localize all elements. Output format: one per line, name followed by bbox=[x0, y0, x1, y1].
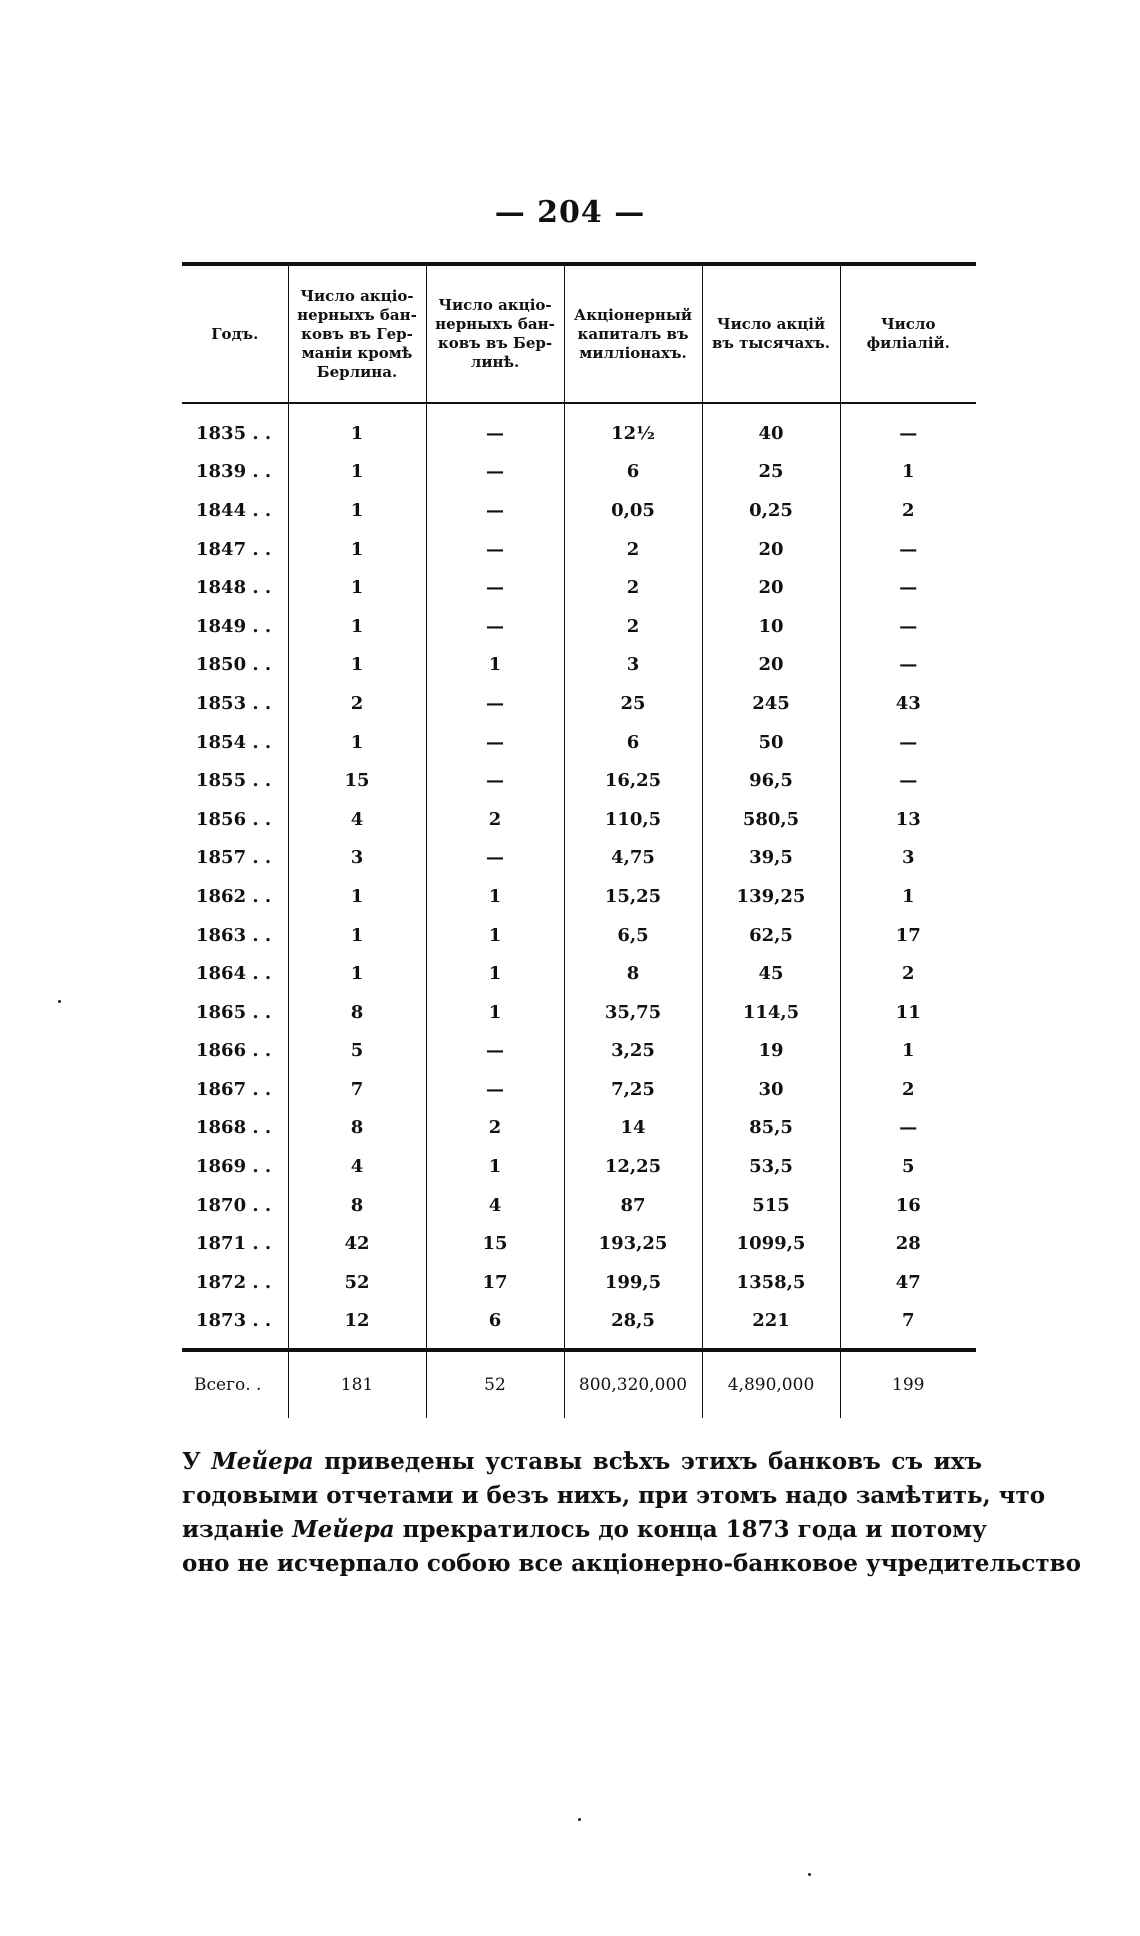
table-row bbox=[182, 491, 976, 530]
cell-share-capital: 6 bbox=[564, 453, 702, 492]
cell-banks-berlin: 1 bbox=[426, 954, 564, 993]
cell-branches: 7 bbox=[840, 1302, 976, 1351]
header-shares-thousands: Число акцій въ тысячахъ. bbox=[702, 266, 840, 403]
cell-branches: — bbox=[840, 530, 976, 569]
scan-speck bbox=[578, 1818, 581, 1821]
cell-shares: 0,25 bbox=[702, 491, 840, 530]
cell-shares: 139,25 bbox=[702, 877, 840, 916]
cell-shares: 10 bbox=[702, 607, 840, 646]
table-row bbox=[182, 916, 976, 955]
cell-branches: — bbox=[840, 761, 976, 800]
paragraph-text: годовыми отчетами и безъ нихъ, при этомъ надо замѣтить, что bbox=[182, 1482, 1046, 1509]
table-row bbox=[182, 993, 976, 1032]
cell-banks-berlin: 1 bbox=[426, 877, 564, 916]
cell-share-capital: 3 bbox=[564, 646, 702, 685]
table-row bbox=[182, 800, 976, 839]
cell-banks-berlin: — bbox=[426, 453, 564, 492]
cell-shares: 40 bbox=[702, 403, 840, 453]
table-row bbox=[182, 568, 976, 607]
cell-banks-germany: 8 bbox=[288, 1186, 426, 1225]
statistics-table bbox=[182, 266, 976, 1418]
cell-shares: 53,5 bbox=[702, 1147, 840, 1186]
cell-year: 1835 . . bbox=[196, 422, 272, 444]
cell-share-capital: 199,5 bbox=[564, 1263, 702, 1302]
cell-share-capital: 8 bbox=[564, 954, 702, 993]
total-banks-berlin: 52 bbox=[426, 1350, 564, 1418]
total-shares: 4,890,000 bbox=[702, 1350, 840, 1418]
scan-speck bbox=[58, 1000, 61, 1003]
cell-banks-germany: 1 bbox=[288, 607, 426, 646]
table-total-row bbox=[182, 1350, 976, 1418]
cell-share-capital: 193,25 bbox=[564, 1224, 702, 1263]
paragraph-text: оно не исчерпало собою все акціонерно-банковое учредительство bbox=[182, 1550, 1081, 1577]
cell-branches: — bbox=[840, 723, 976, 762]
cell-branches: 1 bbox=[840, 1032, 976, 1071]
cell-shares: 245 bbox=[702, 684, 840, 723]
paragraph-text: изданіе bbox=[182, 1516, 293, 1543]
cell-branches: — bbox=[840, 568, 976, 607]
cell-year: 1866 . . bbox=[196, 1040, 272, 1062]
cell-year: 1848 . . bbox=[196, 577, 272, 599]
cell-year: 1839 . . bbox=[196, 461, 272, 483]
cell-shares: 221 bbox=[702, 1302, 840, 1351]
cell-banks-germany: 7 bbox=[288, 1070, 426, 1109]
cell-share-capital: 6 bbox=[564, 723, 702, 762]
cell-share-capital: 16,25 bbox=[564, 761, 702, 800]
cell-shares: 85,5 bbox=[702, 1109, 840, 1148]
cell-banks-germany: 52 bbox=[288, 1263, 426, 1302]
cell-share-capital: 6,5 bbox=[564, 916, 702, 955]
cell-year: 1872 . . bbox=[196, 1271, 272, 1293]
cell-banks-berlin: — bbox=[426, 607, 564, 646]
cell-banks-berlin: — bbox=[426, 491, 564, 530]
cell-year: 1865 . . bbox=[196, 1001, 272, 1023]
table-row bbox=[182, 1070, 976, 1109]
cell-banks-germany: 1 bbox=[288, 916, 426, 955]
table-row bbox=[182, 877, 976, 916]
cell-banks-germany: 1 bbox=[288, 568, 426, 607]
paragraph-text: приведены уставы всѣхъ этихъ банковъ съ ихъ bbox=[313, 1448, 982, 1475]
table-header-row bbox=[182, 266, 976, 403]
cell-banks-germany: 4 bbox=[288, 1147, 426, 1186]
cell-banks-germany: 12 bbox=[288, 1302, 426, 1351]
cell-shares: 515 bbox=[702, 1186, 840, 1225]
cell-branches: 13 bbox=[840, 800, 976, 839]
paragraph-line bbox=[182, 1445, 982, 1479]
cell-banks-germany: 1 bbox=[288, 954, 426, 993]
cell-year: 1869 . . bbox=[196, 1156, 272, 1178]
table-row bbox=[182, 646, 976, 685]
table-row bbox=[182, 1302, 976, 1351]
cell-shares: 1099,5 bbox=[702, 1224, 840, 1263]
cell-banks-germany: 42 bbox=[288, 1224, 426, 1263]
cell-banks-berlin: — bbox=[426, 1070, 564, 1109]
cell-branches: — bbox=[840, 646, 976, 685]
paragraph-text: прекратилось до конца 1873 года и потому bbox=[394, 1516, 987, 1543]
cell-shares: 50 bbox=[702, 723, 840, 762]
cell-shares: 1358,5 bbox=[702, 1263, 840, 1302]
total-branches: 199 bbox=[840, 1350, 976, 1418]
header-share-capital: Акціонерный капиталъ въ милліонахъ. bbox=[564, 266, 702, 403]
cell-share-capital: 15,25 bbox=[564, 877, 702, 916]
paragraph-line bbox=[182, 1479, 1046, 1513]
table-row bbox=[182, 1109, 976, 1148]
paragraph-line bbox=[182, 1547, 1081, 1581]
cell-shares: 114,5 bbox=[702, 993, 840, 1032]
cell-banks-berlin: 1 bbox=[426, 646, 564, 685]
cell-year: 1870 . . bbox=[196, 1194, 272, 1216]
cell-banks-germany: 3 bbox=[288, 839, 426, 878]
cell-shares: 19 bbox=[702, 1032, 840, 1071]
paragraph-line bbox=[182, 1513, 987, 1547]
cell-year: 1853 . . bbox=[196, 692, 272, 714]
table-row bbox=[182, 453, 976, 492]
cell-banks-berlin: — bbox=[426, 684, 564, 723]
cell-share-capital: 0,05 bbox=[564, 491, 702, 530]
table-row bbox=[182, 1224, 976, 1263]
cell-shares: 25 bbox=[702, 453, 840, 492]
cell-banks-berlin: — bbox=[426, 568, 564, 607]
cell-banks-berlin: — bbox=[426, 839, 564, 878]
cell-branches: 11 bbox=[840, 993, 976, 1032]
table-row bbox=[182, 761, 976, 800]
cell-branches: 1 bbox=[840, 877, 976, 916]
cell-share-capital: 2 bbox=[564, 568, 702, 607]
cell-shares: 20 bbox=[702, 530, 840, 569]
cell-banks-berlin: 17 bbox=[426, 1263, 564, 1302]
cell-share-capital: 2 bbox=[564, 530, 702, 569]
cell-banks-berlin: — bbox=[426, 1032, 564, 1071]
cell-year: 1850 . . bbox=[196, 654, 272, 676]
cell-banks-germany: 1 bbox=[288, 530, 426, 569]
cell-share-capital: 25 bbox=[564, 684, 702, 723]
cell-banks-germany: 1 bbox=[288, 453, 426, 492]
cell-year: 1868 . . bbox=[196, 1117, 272, 1139]
page-number: — 204 — bbox=[494, 195, 646, 230]
cell-branches: 16 bbox=[840, 1186, 976, 1225]
table-row bbox=[182, 954, 976, 993]
cell-banks-germany: 1 bbox=[288, 646, 426, 685]
cell-year: 1871 . . bbox=[196, 1233, 272, 1255]
cell-banks-berlin: 2 bbox=[426, 800, 564, 839]
cell-year: 1862 . . bbox=[196, 885, 272, 907]
cell-banks-germany: 5 bbox=[288, 1032, 426, 1071]
cell-share-capital: 12½ bbox=[564, 403, 702, 453]
cell-branches: 5 bbox=[840, 1147, 976, 1186]
cell-banks-berlin: 1 bbox=[426, 993, 564, 1032]
cell-branches: — bbox=[840, 1109, 976, 1148]
cell-year: 1844 . . bbox=[196, 499, 272, 521]
header-banks-germany: Число акціо-нерныхъ бан-ковъ въ Гер-маніи кромѣ Берлина. bbox=[288, 266, 426, 403]
cell-share-capital: 12,25 bbox=[564, 1147, 702, 1186]
cell-banks-berlin: 1 bbox=[426, 1147, 564, 1186]
cell-year: 1857 . . bbox=[196, 847, 272, 869]
table-row bbox=[182, 839, 976, 878]
cell-share-capital: 7,25 bbox=[564, 1070, 702, 1109]
total-banks-germany: 181 bbox=[288, 1350, 426, 1418]
cell-share-capital: 28,5 bbox=[564, 1302, 702, 1351]
cell-banks-berlin: 1 bbox=[426, 916, 564, 955]
author-name: Мейера bbox=[292, 1516, 395, 1543]
cell-shares: 39,5 bbox=[702, 839, 840, 878]
cell-banks-germany: 8 bbox=[288, 993, 426, 1032]
cell-shares: 96,5 bbox=[702, 761, 840, 800]
cell-branches: 1 bbox=[840, 453, 976, 492]
cell-banks-berlin: — bbox=[426, 530, 564, 569]
cell-banks-berlin: — bbox=[426, 761, 564, 800]
cell-banks-berlin: — bbox=[426, 403, 564, 453]
cell-banks-germany: 1 bbox=[288, 491, 426, 530]
table-row bbox=[182, 1186, 976, 1225]
table-row bbox=[182, 684, 976, 723]
cell-share-capital: 2 bbox=[564, 607, 702, 646]
cell-share-capital: 14 bbox=[564, 1109, 702, 1148]
cell-banks-germany: 8 bbox=[288, 1109, 426, 1148]
cell-year: 1854 . . bbox=[196, 731, 272, 753]
table-row bbox=[182, 1147, 976, 1186]
cell-branches: 47 bbox=[840, 1263, 976, 1302]
cell-branches: — bbox=[840, 607, 976, 646]
cell-banks-germany: 4 bbox=[288, 800, 426, 839]
cell-banks-berlin: 4 bbox=[426, 1186, 564, 1225]
header-year: Годъ. bbox=[182, 266, 288, 403]
total-label: Всего. . bbox=[182, 1350, 288, 1418]
header-branches: Число филіалій. bbox=[840, 266, 976, 403]
cell-shares: 62,5 bbox=[702, 916, 840, 955]
cell-branches: 2 bbox=[840, 491, 976, 530]
body-paragraph bbox=[182, 1445, 1081, 1581]
cell-banks-berlin: 2 bbox=[426, 1109, 564, 1148]
table-row bbox=[182, 530, 976, 569]
cell-banks-germany: 2 bbox=[288, 684, 426, 723]
cell-year: 1863 . . bbox=[196, 924, 272, 946]
cell-banks-germany: 15 bbox=[288, 761, 426, 800]
table-row bbox=[182, 723, 976, 762]
cell-shares: 20 bbox=[702, 646, 840, 685]
cell-banks-germany: 1 bbox=[288, 877, 426, 916]
cell-shares: 45 bbox=[702, 954, 840, 993]
header-banks-berlin: Число акціо-нерныхъ бан-ковъ въ Бер-линѣ. bbox=[426, 266, 564, 403]
cell-banks-germany: 1 bbox=[288, 723, 426, 762]
total-share-capital: 800,320,000 bbox=[564, 1350, 702, 1418]
cell-year: 1864 . . bbox=[196, 963, 272, 985]
cell-year: 1847 . . bbox=[196, 538, 272, 560]
table-row bbox=[182, 607, 976, 646]
paragraph-text: У bbox=[182, 1448, 212, 1475]
cell-banks-berlin: 6 bbox=[426, 1302, 564, 1351]
author-name: Мейера bbox=[211, 1448, 314, 1475]
cell-year: 1849 . . bbox=[196, 615, 272, 637]
statistics-table-container bbox=[182, 262, 976, 1418]
cell-branches: 2 bbox=[840, 1070, 976, 1109]
cell-year: 1867 . . bbox=[196, 1078, 272, 1100]
cell-branches: 28 bbox=[840, 1224, 976, 1263]
cell-share-capital: 35,75 bbox=[564, 993, 702, 1032]
cell-year: 1873 . . bbox=[196, 1310, 272, 1332]
table-body bbox=[182, 403, 976, 1350]
cell-share-capital: 87 bbox=[564, 1186, 702, 1225]
cell-share-capital: 4,75 bbox=[564, 839, 702, 878]
cell-banks-berlin: — bbox=[426, 723, 564, 762]
table-row bbox=[182, 1032, 976, 1071]
cell-year: 1855 . . bbox=[196, 770, 272, 792]
cell-branches: 2 bbox=[840, 954, 976, 993]
cell-banks-berlin: 15 bbox=[426, 1224, 564, 1263]
cell-share-capital: 110,5 bbox=[564, 800, 702, 839]
cell-share-capital: 3,25 bbox=[564, 1032, 702, 1071]
cell-shares: 30 bbox=[702, 1070, 840, 1109]
table-row bbox=[182, 1263, 976, 1302]
cell-branches: 17 bbox=[840, 916, 976, 955]
cell-year: 1856 . . bbox=[196, 808, 272, 830]
cell-branches: 43 bbox=[840, 684, 976, 723]
cell-shares: 20 bbox=[702, 568, 840, 607]
table-row bbox=[182, 403, 976, 453]
cell-banks-germany: 1 bbox=[288, 403, 426, 453]
cell-shares: 580,5 bbox=[702, 800, 840, 839]
scan-speck bbox=[808, 1873, 811, 1876]
cell-branches: — bbox=[840, 403, 976, 453]
cell-branches: 3 bbox=[840, 839, 976, 878]
